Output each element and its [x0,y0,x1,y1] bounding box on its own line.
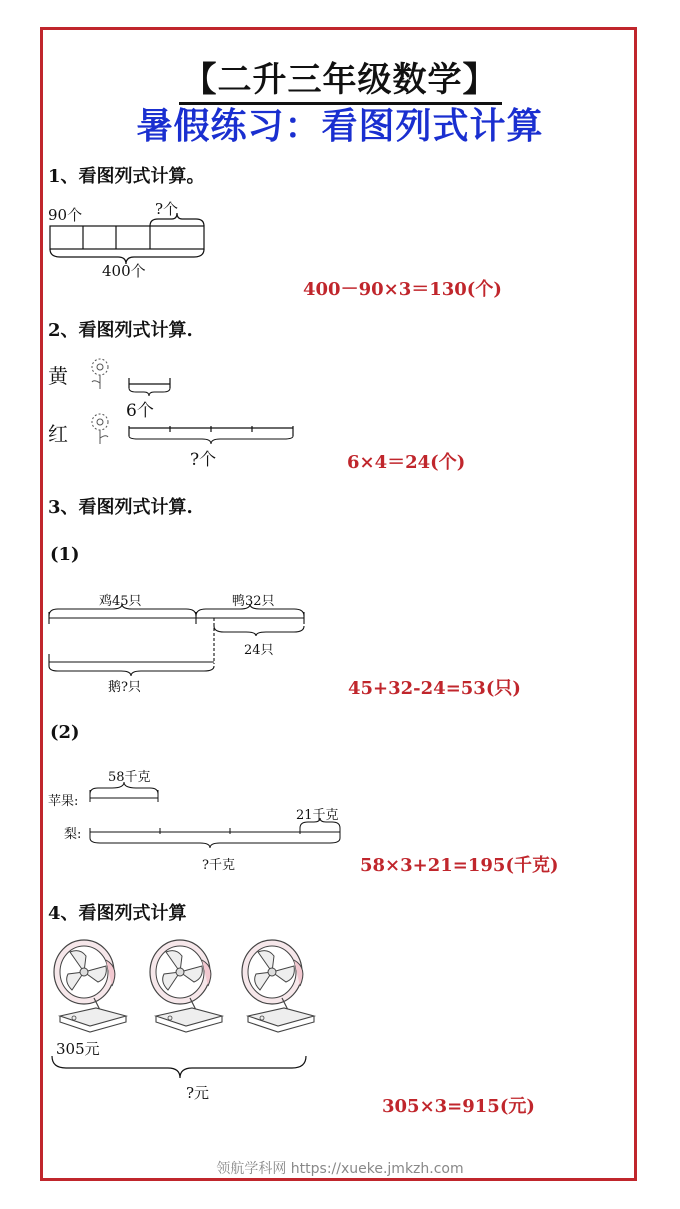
fan-icon [50,938,130,1033]
q2-red-label: 红 [48,422,68,446]
q3-pear-row-label: 梨: [64,827,82,842]
fan-icon [238,938,318,1033]
fan-icon [146,938,226,1033]
q4-price-label: 305元 [56,1040,100,1058]
q2-part-label: 6个 [126,401,154,421]
q3-part2-diagram [86,782,346,852]
page-title-text: 【二升三年级数学】 [179,60,502,105]
q1-answer: 400－90×3＝130(个) [303,279,502,300]
question-1-heading: 1、看图列式计算。 [48,166,205,187]
q3-total-label: ?千克 [202,858,235,873]
footer-watermark: 领航学科网 https://xueke.jmkzh.com [216,1161,464,1177]
q3-part1-answer: 45+32-24=53(只) [348,678,521,699]
q3-chicken-label: 鸡45只 [99,594,142,609]
q3-diff-label: 24只 [244,643,274,658]
q1-part-label: 90个 [48,206,83,224]
question-4-heading: 4、看图列式计算 [48,903,187,924]
page-title [0,52,680,101]
q3-part2-answer: 58×3+21=195(千克) [360,855,559,876]
q3-extra-label: 21千克 [296,808,339,823]
flower-icon [86,410,114,446]
flower-icon [86,355,114,391]
question-2-heading: 2、看图列式计算. [48,320,193,341]
q2-yellow-label: 黄 [48,364,68,388]
q2-total-label: ?个 [190,450,217,470]
q1-unknown-label: ?个 [155,200,179,218]
q2-answer: 6×4＝24(个) [347,452,466,473]
q3-apple-row-label: 苹果: [48,794,79,809]
q3-goose-label: 鹅?只 [108,680,141,695]
q1-total-label: 400个 [102,262,146,280]
q4-answer: 305×3=915(元) [382,1096,535,1117]
q4-total-brace [50,1054,310,1084]
q3-duck-label: 鸭32只 [232,594,275,609]
q3-part1-number: (1) [50,544,80,565]
question-3-heading: 3、看图列式计算. [48,497,193,518]
page-subtitle: 暑假练习：看图列式计算 [136,106,544,147]
q3-part2-number: (2) [50,722,80,743]
q3-apple-label: 58千克 [108,770,151,785]
q4-total-label: ?元 [186,1084,210,1102]
